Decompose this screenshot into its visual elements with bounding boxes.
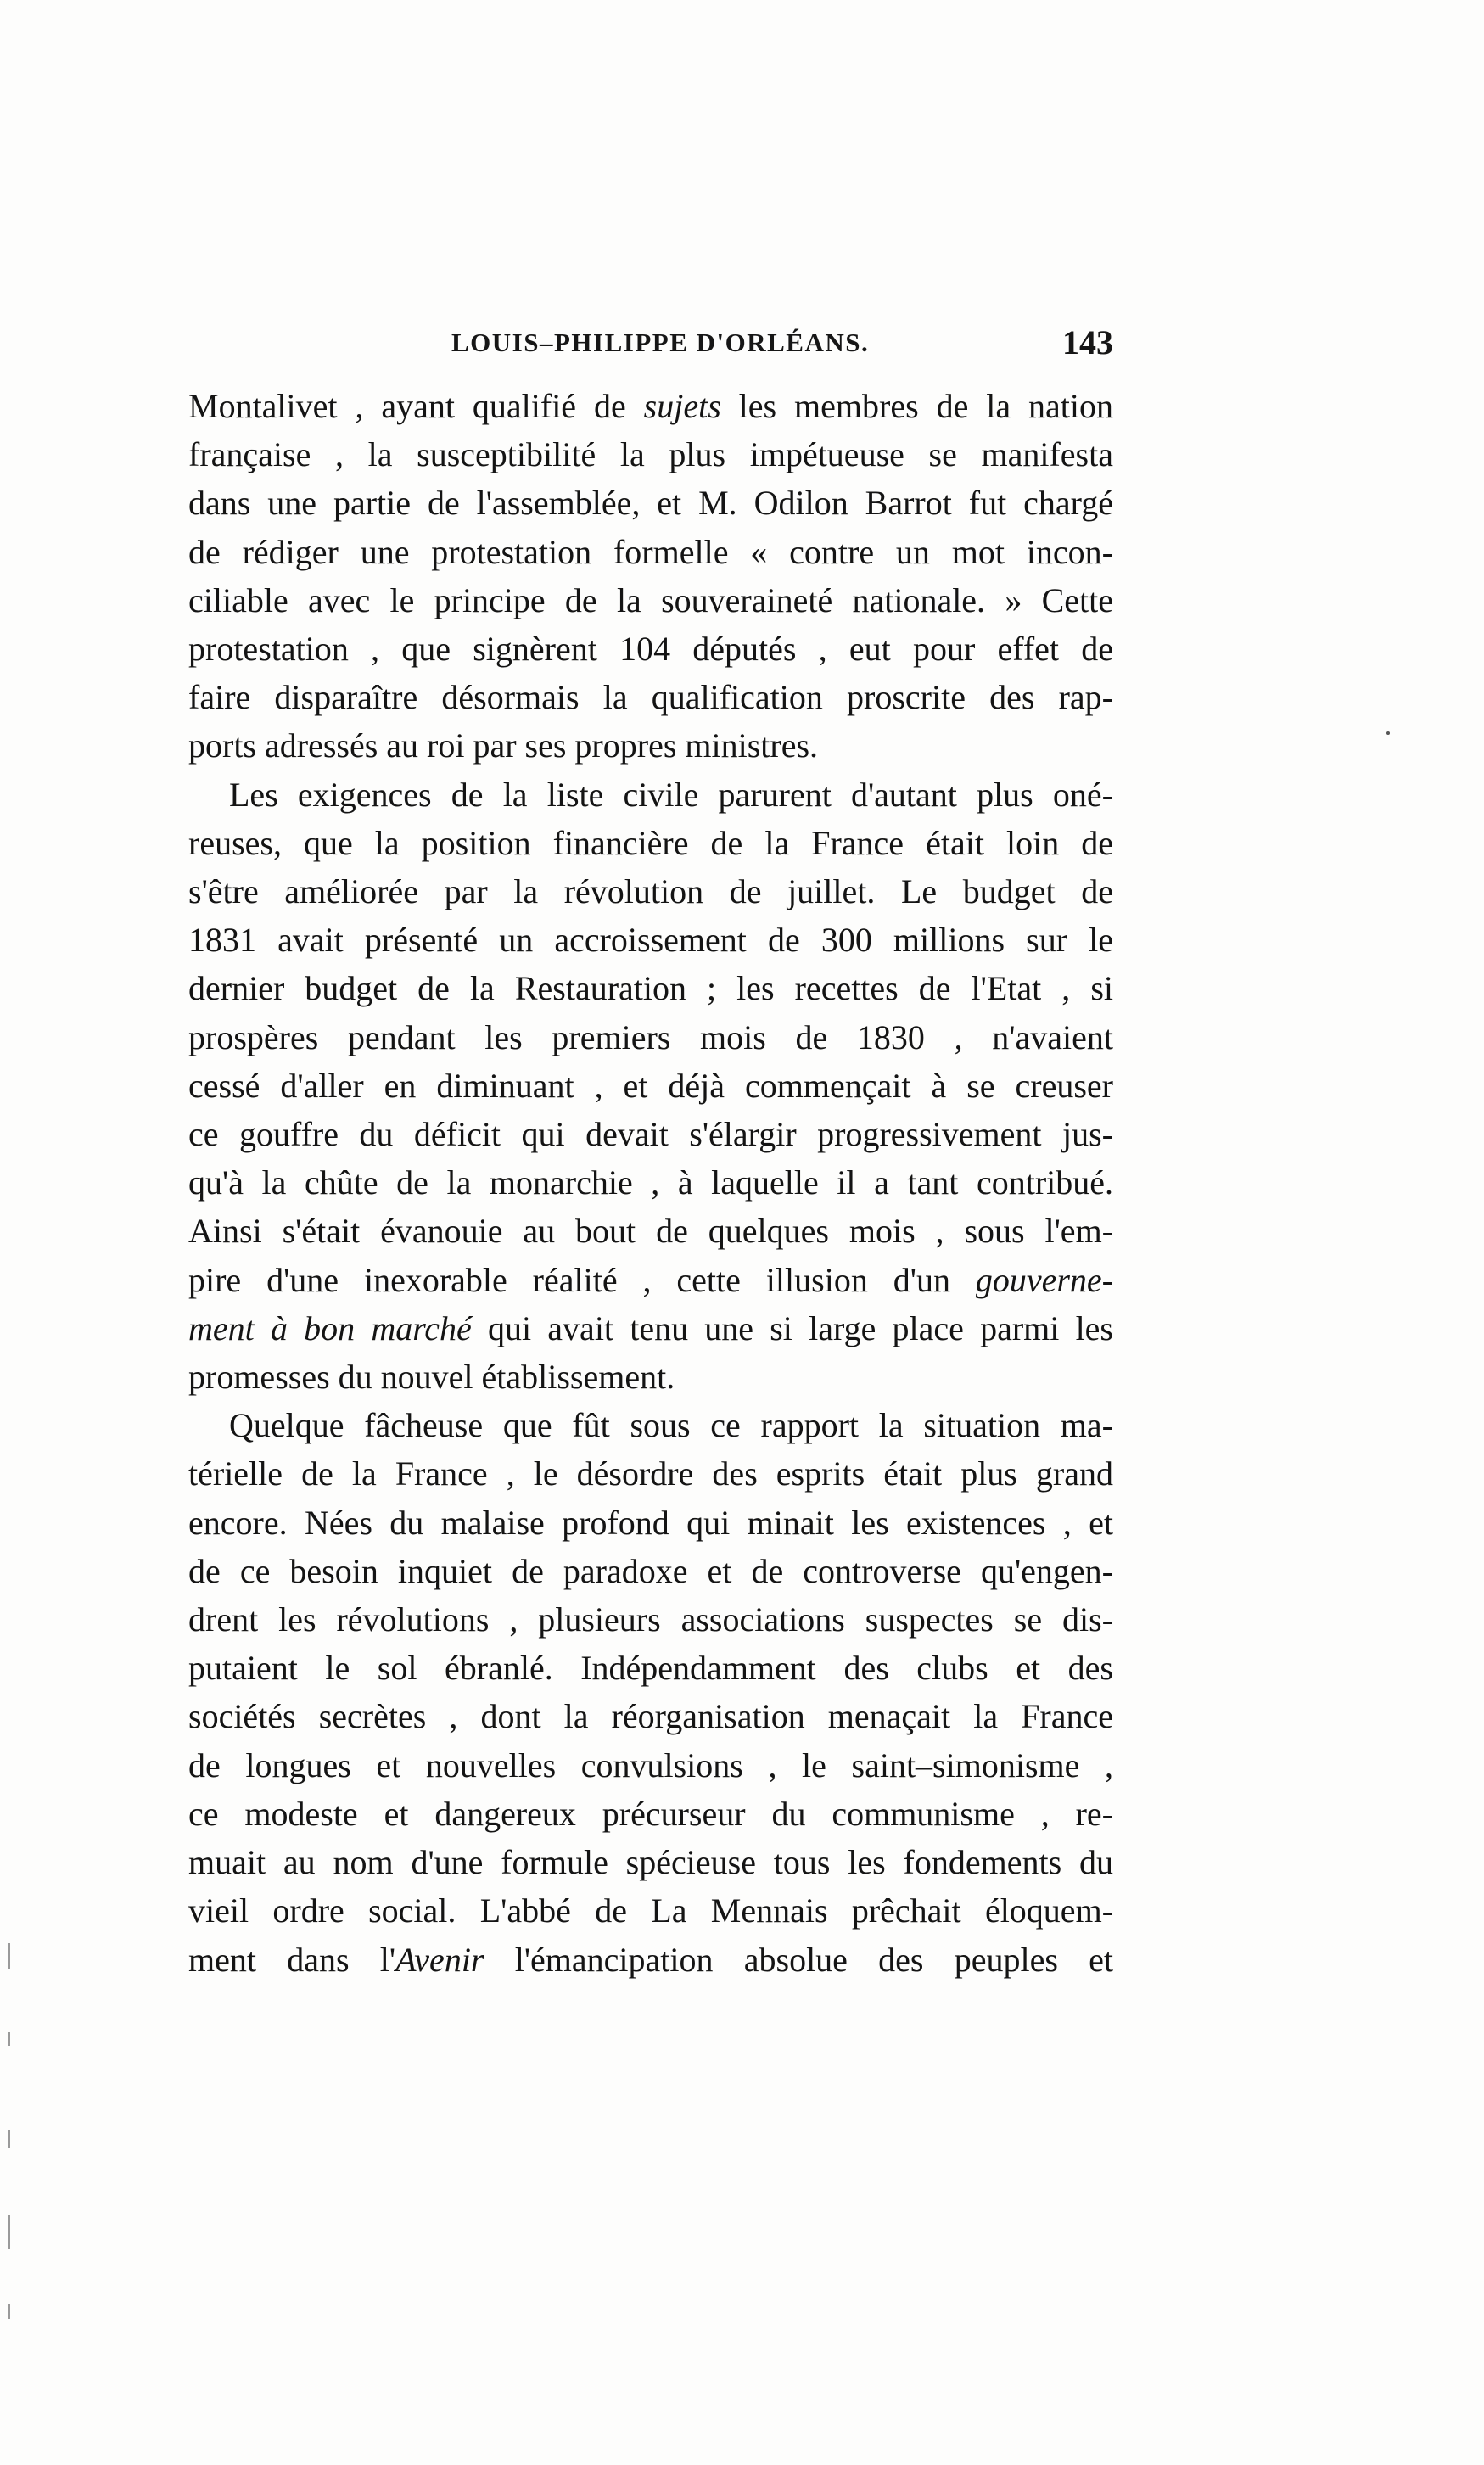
- paragraph-3: [188, 1401, 1113, 1983]
- scan-artifact: [8, 2130, 10, 2148]
- text-line: [188, 1256, 1113, 1304]
- text-line: prospères pendant les premiers mois de 1830 , n'avaient: [188, 1017, 1113, 1056]
- text-line: Quelque fâcheuse que fût sous ce rapport la situation ma-: [229, 1406, 1113, 1445]
- text-segment: pire d'une inexorable réalité , cette illusion d'un: [188, 1260, 976, 1299]
- text-line: reuses, que la position financière de la France était loin de: [188, 823, 1113, 862]
- text-line: ce gouffre du déficit qui devait s'élargir progressivement jus-: [188, 1115, 1113, 1154]
- text-line: qu'à la chûte de la monarchie , à laquelle il a tant contribué.: [188, 1163, 1113, 1202]
- text-line: Ainsi s'était évanouie au bout de quelques mois , sous l'em-: [188, 1212, 1113, 1251]
- paragraph-2: [188, 770, 1113, 1402]
- text-line: promesses du nouvel établissement.: [188, 1358, 675, 1397]
- running-title: LOUIS–PHILIPPE D'ORLÉANS.: [451, 328, 870, 357]
- text-line: ciliable avec le principe de la souveraineté nationale. » Cette: [188, 580, 1113, 619]
- scan-artifact: [8, 1943, 10, 1969]
- text-line: cessé d'aller en diminuant , et déjà commençait à se creuser: [188, 1066, 1113, 1105]
- text-segment: l'émancipation absolue des peuples et: [484, 1940, 1113, 1979]
- text-line: ports adressés au roi par ses propres ministres.: [188, 726, 819, 765]
- text-line: encore. Nées du malaise profond qui minait les existences , et: [188, 1503, 1113, 1542]
- text-segment: ment dans l': [188, 1940, 396, 1979]
- text-line: térielle de la France , le désordre des esprits était plus grand: [188, 1454, 1113, 1493]
- text-line: drent les révolutions , plusieurs associations suspectes se dis-: [188, 1600, 1113, 1639]
- text-line: s'être améliorée par la révolution de juillet. Le budget de: [188, 872, 1113, 911]
- italic-text: sujets: [643, 387, 721, 425]
- text-line: muait au nom d'une formule spécieuse tous les fondements du: [188, 1843, 1113, 1882]
- running-head: [188, 322, 1113, 373]
- text-line: de rédiger une protestation formelle « contre un mot incon-: [188, 532, 1113, 571]
- italic-text: Avenir: [395, 1940, 484, 1979]
- text-line: protestation , que signèrent 104 députés , eut pour effet de: [188, 630, 1113, 669]
- text-line: de longues et nouvelles convulsions , le saint–simonisme ,: [188, 1745, 1113, 1784]
- scan-artifact: [8, 2215, 10, 2249]
- text-line: [188, 382, 1113, 430]
- scan-artifact: [8, 2304, 10, 2319]
- italic-text: ment à bon marché: [188, 1308, 472, 1347]
- text-line: sociétés secrètes , dont la réorganisation menaçait la France: [188, 1697, 1113, 1736]
- text-line: [188, 1304, 1113, 1353]
- text-line: française , la susceptibilité la plus impétueuse se manifesta: [188, 435, 1113, 474]
- text-line: Les exigences de la liste civile parurent d'autant plus oné-: [229, 775, 1113, 814]
- text-segment: qui avait tenu une si large place parmi les: [471, 1308, 1113, 1347]
- text-line: [188, 1936, 1113, 1984]
- italic-text: gouverne-: [975, 1260, 1113, 1299]
- text-line: putaient le sol ébranlé. Indépendamment des clubs et des: [188, 1649, 1113, 1688]
- paragraph-1: [188, 382, 1113, 770]
- text-line: de ce besoin inquiet de paradoxe et de controverse qu'engen-: [188, 1551, 1113, 1590]
- text-line: vieil ordre social. L'abbé de La Mennais prêchait éloquem-: [188, 1891, 1113, 1930]
- text-segment: Montalivet , ayant qualifié de: [188, 387, 644, 425]
- text-line: ce modeste et dangereux précurseur du communisme , re-: [188, 1794, 1113, 1833]
- text-line: 1831 avait présenté un accroissement de 300 millions sur le: [188, 921, 1113, 960]
- text-line: faire disparaître désormais la qualification proscrite des rap-: [188, 678, 1113, 717]
- text-line: dans une partie de l'assemblée, et M. Odilon Barrot fut chargé: [188, 484, 1113, 523]
- page-number: 143: [1062, 323, 1113, 361]
- body-text: [188, 382, 1113, 1984]
- scan-speck: [1386, 731, 1390, 735]
- scan-artifact: [8, 2032, 10, 2046]
- text-segment: les membres de la nation: [720, 387, 1113, 425]
- text-line: dernier budget de la Restauration ; les recettes de l'Etat , si: [188, 969, 1113, 1008]
